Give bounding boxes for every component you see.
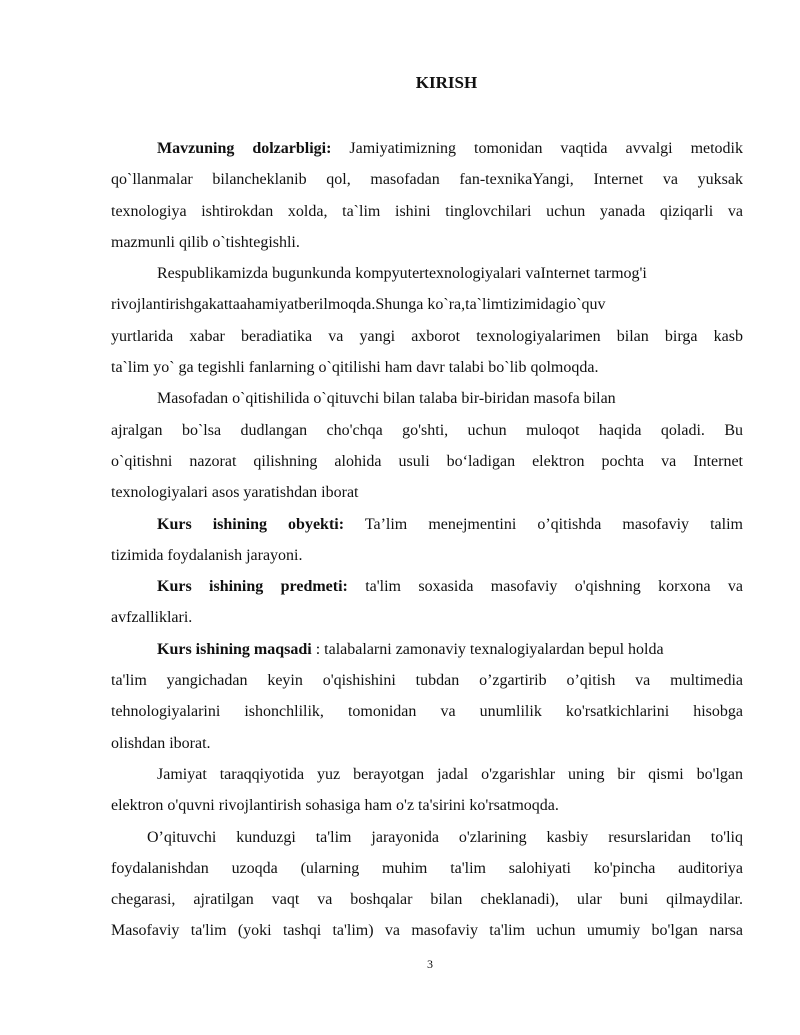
paragraph-line: ta'lim yangichadan keyin o'qishishini tubdan o’zgartirib o’qitish va multimedia — [111, 672, 743, 690]
paragraph-line: ta`lim yo` ga tegishli fanlarning o`qitilishi ham davr talabi bo`lib qolmoqda. — [111, 359, 599, 377]
paragraph-line: O’qituvchi kunduzgi ta'lim jarayonida o'zlarining kasbiy resurslaridan to'liq — [147, 828, 743, 846]
paragraph-line: tehnologiyalarini ishonchlilik, tomonidan va unumlilik ko'rsatkichlarini hisobga — [111, 703, 743, 721]
paragraph-label: Kurs ishining obyekti: — [157, 515, 345, 533]
paragraph-line: Kurs ishining obyekti: Ta’lim menejmentini o’qitishda masofaviy talim — [157, 515, 743, 533]
paragraph-label: Kurs ishining predmeti: — [157, 578, 348, 596]
paragraph-line: chegarasi, ajratilgan vaqt va boshqalar bilan cheklanadi), ular buni qilmaydilar. — [111, 891, 743, 909]
paragraph-line: olishdan iborat. — [111, 734, 211, 752]
page-title: KIRISH — [415, 73, 478, 92]
paragraph-line: texnologiyalari asos yaratishdan iborat — [111, 484, 359, 502]
paragraph-subject — [111, 571, 743, 634]
paragraph-goal — [111, 634, 743, 759]
paragraph-republic — [111, 258, 743, 383]
paragraph-line: o`qitishni nazorat qilishning alohida usuli bo‘ladigan elektron pochta va Internet — [111, 452, 743, 470]
page-number: 3 — [427, 957, 433, 971]
paragraph-relevance — [111, 133, 743, 258]
paragraph-label: Kurs ishining maqsadi — [157, 640, 312, 658]
paragraph-line: Jamiyat taraqqiyotida yuz berayotgan jadal o'zgarishlar uning bir qismi bo'lgan — [157, 765, 743, 783]
paragraph-object — [111, 509, 743, 572]
paragraph-line: elektron o'quvni rivojlantirish sohasiga ham o'z ta'sirini ko'rsatmoqda. — [111, 797, 559, 815]
paragraph-line: yurtlarida xabar beradiatika va yangi axborot texnologiyalarimen bilan birga kasb — [111, 327, 743, 345]
paragraph-line: Masofadan o`qitishilida o`qituvchi bilan talaba bir-biridan masofa bilan — [157, 390, 616, 408]
paragraph-line: avfzalliklari. — [111, 609, 193, 627]
paragraph-line: Respublikamizda bugunkunda kompyutertexnologiyalari vaInternet tarmog'i — [157, 265, 647, 283]
paragraph-line: foydalanishdan uzoqda (ularning muhim ta'lim salohiyati ko'pincha auditoriya — [111, 859, 743, 877]
paragraph-line: mazmunli qilib o`tishtegishli. — [111, 233, 300, 251]
paragraph-line: rivojlantirishgakattaahamiyatberilmoqda.Shunga ko`ra,ta`limtizimidagio`quv — [111, 296, 606, 314]
paragraph-line: Mavzuning dolzarbligi: Jamiyatimizning tomonidan vaqtida avvalgi metodik — [157, 140, 744, 157]
document-body — [111, 133, 743, 947]
paragraph-line: texnologiya ishtirokdan xolda, ta`lim ishini tinglovchilari uchun yanada qiziqarli va — [111, 202, 743, 220]
paragraph-label: Mavzuning dolzarbligi: — [157, 140, 332, 157]
paragraph-line: Kurs ishining predmeti: ta'lim soxasida masofaviy o'qishning korxona va — [157, 578, 744, 596]
paragraph-line: Masofaviy ta'lim (yoki tashqi ta'lim) va masofaviy ta'lim uchun umumiy bo'lgan narsa — [111, 922, 743, 940]
paragraph-society — [111, 759, 743, 822]
paragraph-line: Kurs ishining maqsadi : talabalarni zamonaviy texnalogiyalardan bepul holda — [157, 640, 664, 658]
paragraph-distance — [111, 383, 743, 508]
paragraph-teacher — [111, 822, 743, 947]
paragraph-line: qo`llanmalar bilancheklanib qol, masofadan fan-texnikaYangi, Internet va yuksak — [111, 171, 743, 189]
paragraph-line: ajralgan bo`lsa dudlangan cho'chqa go'shti, uchun muloqot haqida qoladi. Bu — [111, 421, 743, 439]
paragraph-line: tizimida foydalanish jarayoni. — [111, 546, 303, 564]
